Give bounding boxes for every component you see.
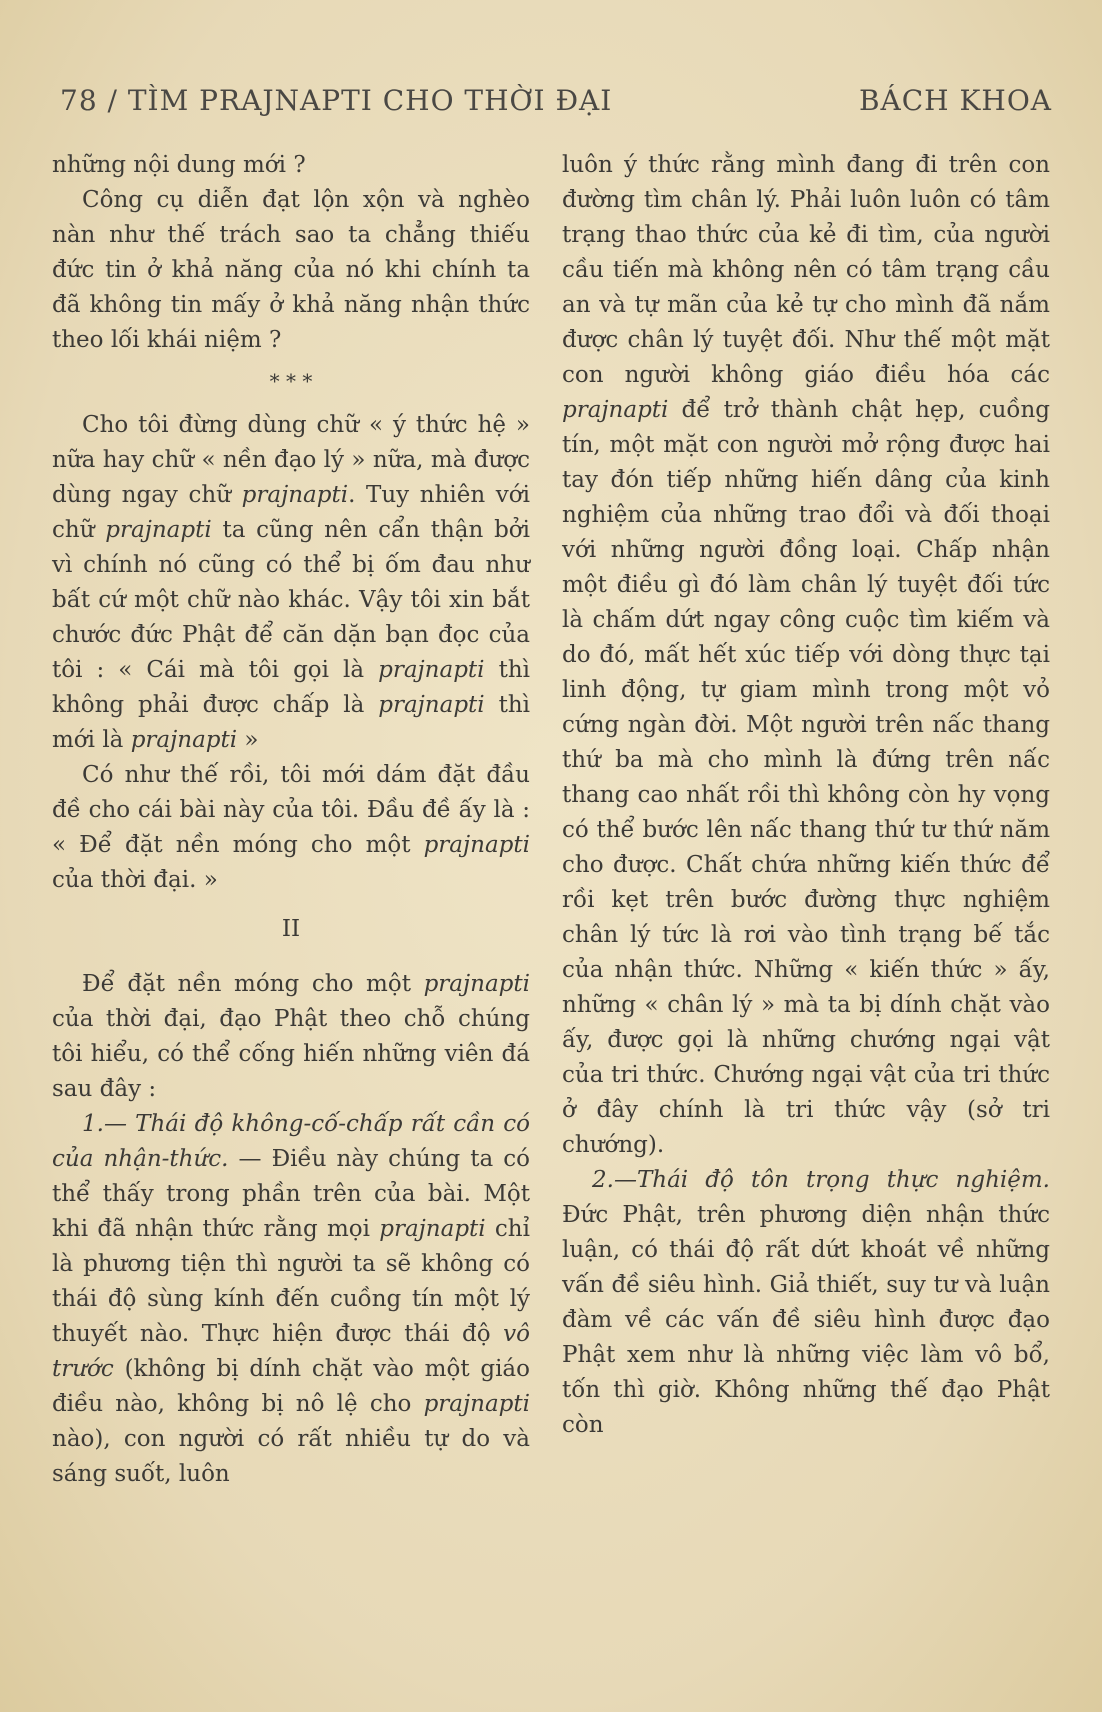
paragraph: Cho tôi đừng dùng chữ « ý thức hệ » nữa hay chữ « nền đạo lý » nữa, mà được dùng ngay chữ prajnapti. Tuy nhiên với chữ prajnapti ta cũng nên cẩn thận bởi vì chính nó cũng có thể bị ốm đau như bất cứ một chữ nào khác. Vậy tôi xin bắt chước đức Phật để căn dặn bạn đọc của tôi : « Cái mà tôi gọi là prajnapti thì không phải được chấp là prajnapti thì mới là prajnapti » [52,412,530,753]
header-magazine-name: BÁCH KHOA [858,84,1052,117]
left-column [52,148,530,1492]
running-header [60,84,1052,124]
section-separator: * * * [269,369,313,393]
header-page-title: 78 / TÌM PRAJNAPTI CHO THỜI ĐẠI [60,84,613,117]
paragraph: luôn ý thức rằng mình đang đi trên con đường tìm chân lý. Phải luôn luôn có tâm trạng thao thức của kẻ đi tìm, của người cầu tiến mà không nên có tâm trạng cầu an và tự mãn của kẻ tự cho mình đã nắm được chân lý tuyệt đối. Như thế một mặt con người không giáo điều hóa các prajnapti để trở thành chật hẹp, cuồng tín, một mặt con người mở rộng được hai tay đón tiếp những hiến dâng của kinh nghiệm của những trao đổi và đối thoại với những người đồng loại. Chấp nhận một điều gì đó làm chân lý tuyệt đối tức là chấm dứt ngay công cuộc tìm kiếm và do đó, mất hết xúc tiếp với dòng thực tại linh động, tự giam mình trong một vỏ cứng ngàn đời. Một người trên nấc thang thứ ba mà cho mình là đứng trên nấc thang cao nhất rồi thì không còn hy vọng có thể bước lên nấc thang thứ tư thứ năm cho được. Chất chứa những kiến thức để rồi kẹt trên bước đường thực nghiệm chân lý tức là rơi vào tình trạng bế tắc của nhận thức. Những « kiến thức » ấy, những « chân lý » mà ta bị dính chặt vào ấy, được gọi là những chướng ngại vật của tri thức. Chướng ngại vật của tri thức ở đây chính là tri thức vậy (sở tri chướng). [562,152,1050,1158]
paragraph: Có như thế rồi, tôi mới dám đặt đầu đề cho cái bài này của tôi. Đầu đề ấy là : « Để đặt nền móng cho một prajnapti của thời đại. » [52,762,530,893]
right-column [562,148,1050,1443]
paragraph: những nội dung mới ? [52,152,306,178]
paragraph: Công cụ diễn đạt lộn xộn và nghèo nàn như thế trách sao ta chẳng thiếu đức tin ở khả năng của nó khi chính ta đã không tin mấy ở khả năng nhận thức theo lối khái niệm ? [52,187,530,353]
paragraph: 1.— Thái độ không-cố-chấp rất cần có của nhận-thức. — Điều này chúng ta có thể thấy trong phần trên của bài. Một khi đã nhận thức rằng mọi prajnapti chỉ là phương tiện thì người ta sẽ không có thái độ sùng kính đến cuồng tín một lý thuyết nào. Thực hiện được thái độ vô trước (không bị dính chặt vào một giáo điều nào, không bị nô lệ cho prajnapti nào), con người có rất nhiều tự do và sáng suốt, luôn [52,1111,531,1487]
paragraph: Để đặt nền móng cho một prajnapti của thời đại, đạo Phật theo chỗ chúng tôi hiểu, có thể cống hiến những viên đá sau đây : [52,971,530,1102]
paragraph: 2.—Thái độ tôn trọng thực nghiệm. Đức Phật, trên phương diện nhận thức luận, có thái độ rất dứt khoát về những vấn đề siêu hình. Giả thiết, suy tư và luận đàm về các vấn đề siêu hình được đạo Phật xem như là những việc làm vô bổ, tốn thì giờ. Không những thế đạo Phật còn [562,1167,1050,1438]
section-number: II [281,916,301,942]
